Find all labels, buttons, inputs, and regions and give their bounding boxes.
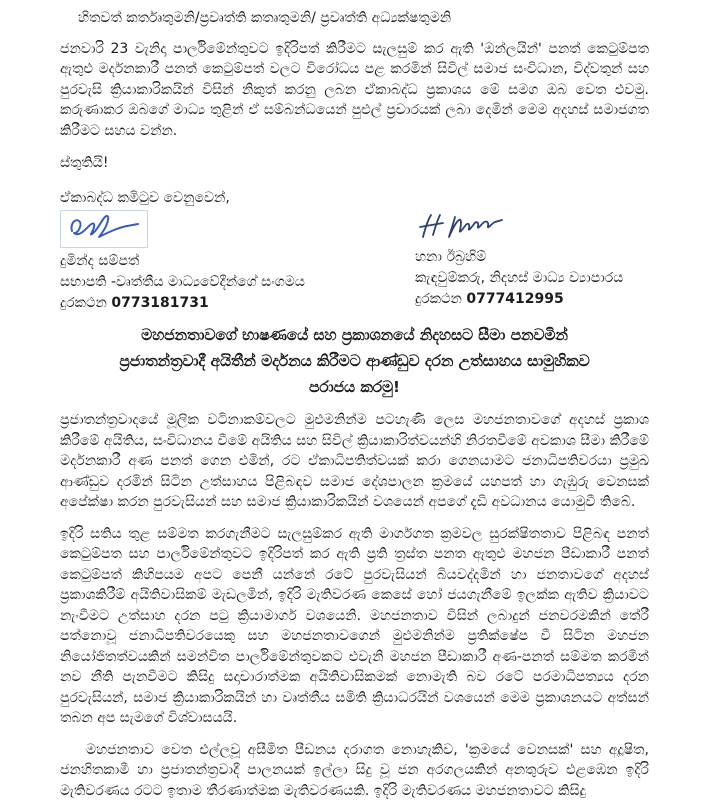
salutation-line: හිතවත් කර්තෘතුමනි/ප්‍රවෘත්ති කතෘතුමනි/ ප්‍රවෘත්ති අධ්‍යක්ෂතුමනි bbox=[60, 8, 649, 29]
handwritten-signature-scribble-icon bbox=[60, 210, 148, 248]
phone-number: 0773181731 bbox=[111, 295, 208, 311]
phone-label: දුරකථන bbox=[60, 295, 107, 311]
phone-number: 0777412995 bbox=[466, 291, 563, 307]
on-behalf-line: ඒකාබද්ධ කමිටුව වෙනුවෙන්, bbox=[60, 188, 649, 209]
phone-label: දුරකථන bbox=[415, 291, 462, 307]
signature-block bbox=[60, 210, 649, 314]
body-paragraph-3: මහජනතාව වෙත එල්ලවූ අසීමිත පීඩනය දරාගත නොහැකිව, 'ක්‍රමයේ වෙනසක්' සහ අදූෂිත, ජනහිතකාමී හා ප්‍රජාතන්ත්‍රවාදී පාලනයක් ඉල්ලා සිදු වූ ජන අරගලයකින් අනතුරුව එළඹෙන ඉදිරි මැතිවරණය රටට ඉතාම තීරණාත්මක මැතිවරණයකි. ඉදිරි මැතිවරණය මහජනතාවට කිසිදු bbox=[60, 740, 649, 801]
statement-headline: මහජනතාවගේ භාෂණයේ සහ ප්‍රකාශනයේ නිදහසට සීමා පනවමින් ප්‍රජාතන්ත්‍රවාදී අයිතීන් මර්දනය කිරීමට ආණ්ඩුව දරන උත්සාහය සාමුහිකව පරාජය කරමු! bbox=[105, 322, 605, 400]
signatory-name: හනා ඊබ්‍රහිම් bbox=[415, 247, 649, 268]
signatory-right bbox=[415, 210, 649, 310]
body-paragraph-1: ප්‍රජාතන්ත්‍රවාදයේ මූලික වටිනාකම්වලට මුළුමනින්ම පටහැණි ලෙස මහජනතාවගේ අදහස් ප්‍රකාශ කිරීමේ අයිතිය, සංවිධානය වීමේ අයිතිය සහ සිවිල් ක්‍රියාකාරිත්වයන්හි නිරතවීමේ අවකාශ සීමා කිරීමේ මර්දනකාරී අණ පනත් ගෙන එමින්, රට ඒකාධිපතිත්වයක් කරා ගෙනයාමට ජනාධිපතිවරයා ප්‍රමුඛ ආණ්ඩුව දරමින් සිටින උත්සාහය පිළිබඳව සමාජ දේශපාලන ක්‍රමයේ යහපත් හා ගැඹුරු වෙනසක් අපේක්ෂා කරන පුරවැසියන් සහ සමාජ ක්‍රියාකාරිකයින් වශයෙන් අපගේ දැඩි අවධානය යොමුවී තිබේ. bbox=[60, 410, 649, 513]
signatory-phone-line bbox=[415, 289, 649, 310]
signatory-title: සභාපති -වෘත්තීය මාධ්‍යවේදීන්ගේ සංගමය bbox=[60, 272, 415, 293]
body-paragraph-2: ඉදිරි සතිය තුළ සම්මත කරගැනීමට සැලසුම්කර ඇති මාර්ගගත ක්‍රමවල සුරක්ෂිතතාව පිළිබඳ පනත් කෙටුම්පත සහ පාර්ලිමේන්තුවට ඉදිරිපත් කර ඇති ප්‍රති ත්‍රස්ත පනත ඇතුළු මහජන පීඩාකාරී පනත් කෙටුම්පත් කිහිපයම අපට පෙනී යන්නේ රටේ පුරවැසියන් බියවද්දමින් හා ජනතාවගේ අදහස් ප්‍රකාශකිරීම් අයිතිවාසිකම් මැඩලමින්, ඉදිරි මැතිවරණ කෙසේ හෝ ජයගැනීමේ ඉලක්ක ඇතිව ක්‍රියාවට නැංවීමට උත්සාහ දරන පටු ක්‍රියාමාර්ග වශයෙනි. මහජනතාව විසින් ලබාදුන් ජනවරමකින් තේරී පත්නොවූ ජනාධිපතිවරයෙකු සහ මහජනතාවගෙන් මුළුමනින්ම ප්‍රතික්ෂේප වී සිටින මහජන නියෝජිතත්වයකින් සමන්විත පාර්ලිමේන්තුවකට එවැනි මහජන පීඩාකාරී අණ-පනත් සම්මත කරමින් නව නීති පැනවීමට කිසිදු සදාචාරාත්මක අයිතිවාසිකමක් නොමැති බව රටේ පරමාධිපත්‍යය දරන පුරවැසියන්, සමාජ ක්‍රියාකාරිකයින් හා වෘත්තීය සමිති ක්‍රියාධරයින් වශයෙන් මෙම ප්‍රකාශනයට අත්සන් තබන අප සැමගේ විශ්වාසයයි. bbox=[60, 524, 649, 729]
handwritten-signature-h-ibrahim-icon bbox=[415, 210, 649, 244]
signatory-name: දුමින්ද සම්පත් bbox=[60, 251, 415, 272]
intro-paragraph: ජනවාරි 23 වැනිදා පාර්ලිමේන්තුවට ඉදිරිපත් කිරීමට සැලසුම් කර ඇති 'ඔන්ලයින්' පනත් කෙටුම්පත ඇතුළු මර්දනකාරී පනත් කෙටුම්පත් වලට විරෝධය පළ කරමින් සිවිල් සමාජ සංවිධාන, විද්වතුන් සහ පුරවැසි ක්‍රියාකාරිකයින් විසින් නිකුත් කරනු ලබන ඒකාබද්ධ ප්‍රකාශය මේ සමග ඔබ වෙත එවමු. කරුණාකර ඔබගේ මාධ්‍ය තුළින් ඒ සම්බන්ධයෙන් පුළුල් ප්‍රචාරයක් ලබා දෙමින් මෙම අදහස් සමාජගත කිරීමට සහය වන්න. bbox=[60, 39, 649, 142]
signatory-left bbox=[60, 210, 415, 314]
signatory-title: කැඳවුම්කරු, නිදහස් මාධ්‍ය ව්‍යාපාරය bbox=[415, 268, 649, 289]
signatory-phone-line bbox=[60, 293, 415, 314]
thanks-line: ස්තුතියි! bbox=[60, 153, 649, 174]
